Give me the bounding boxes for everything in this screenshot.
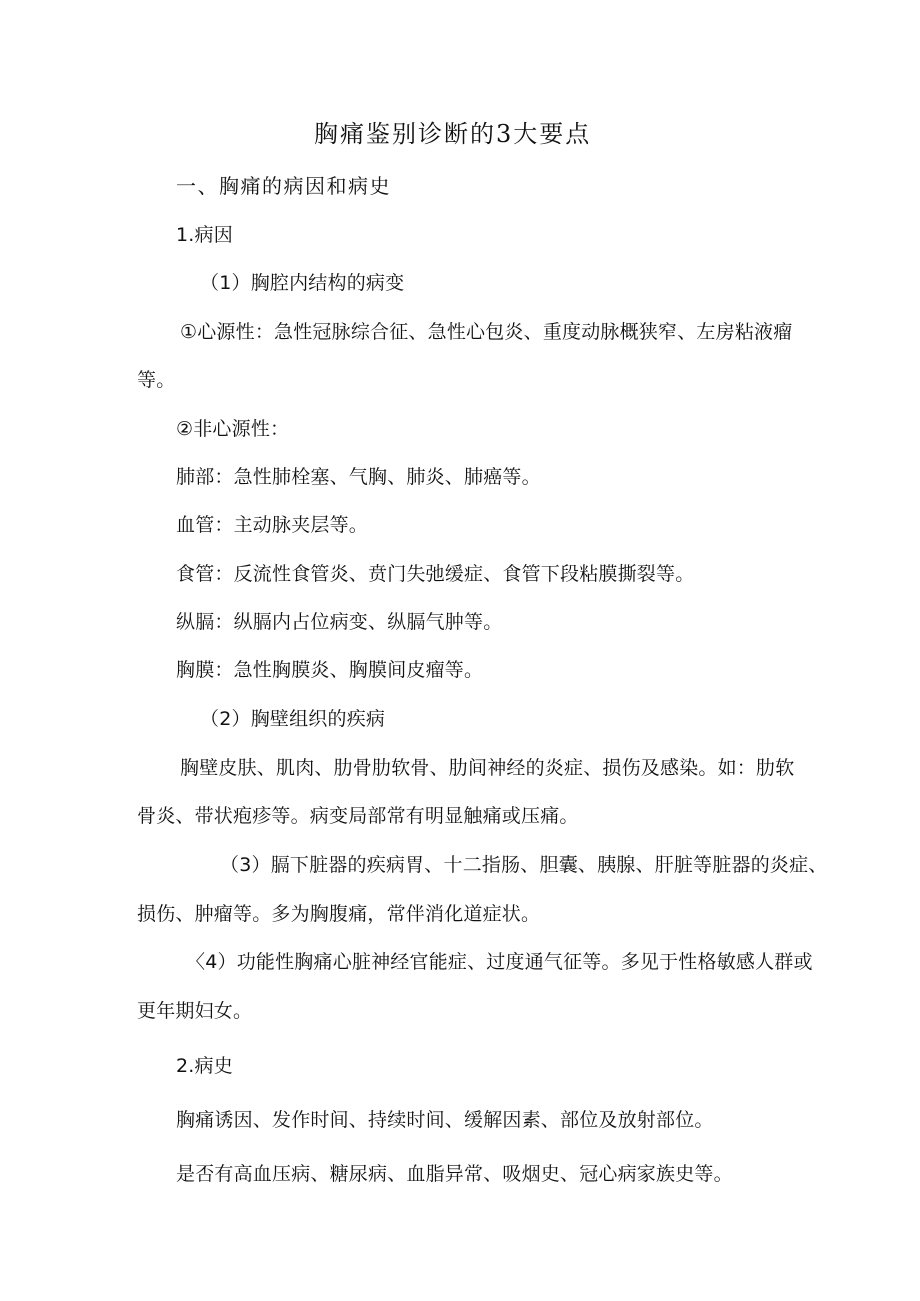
paragraph-chestwall-line2: 骨炎、带状疱疹等。病变局部常有明显触痛或压痛。 [137, 805, 579, 827]
section-heading: 一、胸痛的病因和病史 [176, 174, 391, 198]
paragraph-history-line2: 是否有高血压病、糖尿病、血脂异常、吸烟史、冠心病家族史等。 [176, 1163, 733, 1185]
item-heading-2: （2）胸壁组织的疾病 [200, 708, 386, 730]
paragraph-item4-line1: 〈4）功能性胸痛心脏神经官能症、过度通气征等。多见于性格敏感人群或 [186, 951, 813, 973]
paragraph-mediastinum: 纵膈：纵膈内占位病变、纵膈气肿等。 [176, 611, 503, 633]
paragraph-item3-line2: 损伤、肿瘤等。多为胸腹痛，常伴消化道症状。 [137, 903, 541, 925]
paragraph-history-line1: 胸痛诱因、发作时间、持续时间、缓解因素、部位及放射部位。 [176, 1109, 714, 1131]
paragraph-pleura: 胸膜：急性胸膜炎、胸膜间皮瘤等。 [176, 659, 484, 681]
subsection-heading-cause: 1.病因 [176, 224, 233, 246]
paragraph-cardiac-line1: ①心源性：急性冠脉综合征、急性心包炎、重度动脉概狭窄、左房粘液瘤 [180, 321, 793, 343]
paragraph-chestwall-line1: 胸壁皮肤、肌肉、肋骨肋软骨、肋间神经的炎症、损伤及感染。如：肋软 [180, 757, 795, 779]
paragraph-esophagus: 食管：反流性食管炎、贲门失弛缓症、食管下段粘膜撕裂等。 [176, 563, 695, 585]
item-heading-1: （1）胸腔内结构的病变 [200, 272, 405, 294]
page-title: 胸痛鉴别诊断的3大要点 [314, 120, 592, 148]
paragraph-item3-line1: （3）膈下脏器的疾病胃、十二指肠、胆囊、胰腺、肝脏等脏器的炎症、 [220, 854, 828, 876]
paragraph-lung: 肺部：急性肺栓塞、气胸、肺炎、肺癌等。 [176, 466, 541, 488]
paragraph-cardiac-line2: 等。 [137, 369, 176, 391]
paragraph-vessel: 血管：主动脉夹层等。 [176, 514, 369, 536]
noncardiac-heading: ②非心源性： [176, 418, 290, 440]
subsection-heading-history: 2.病史 [176, 1055, 233, 1077]
paragraph-item4-line2: 更年期妇女。 [137, 1000, 253, 1022]
